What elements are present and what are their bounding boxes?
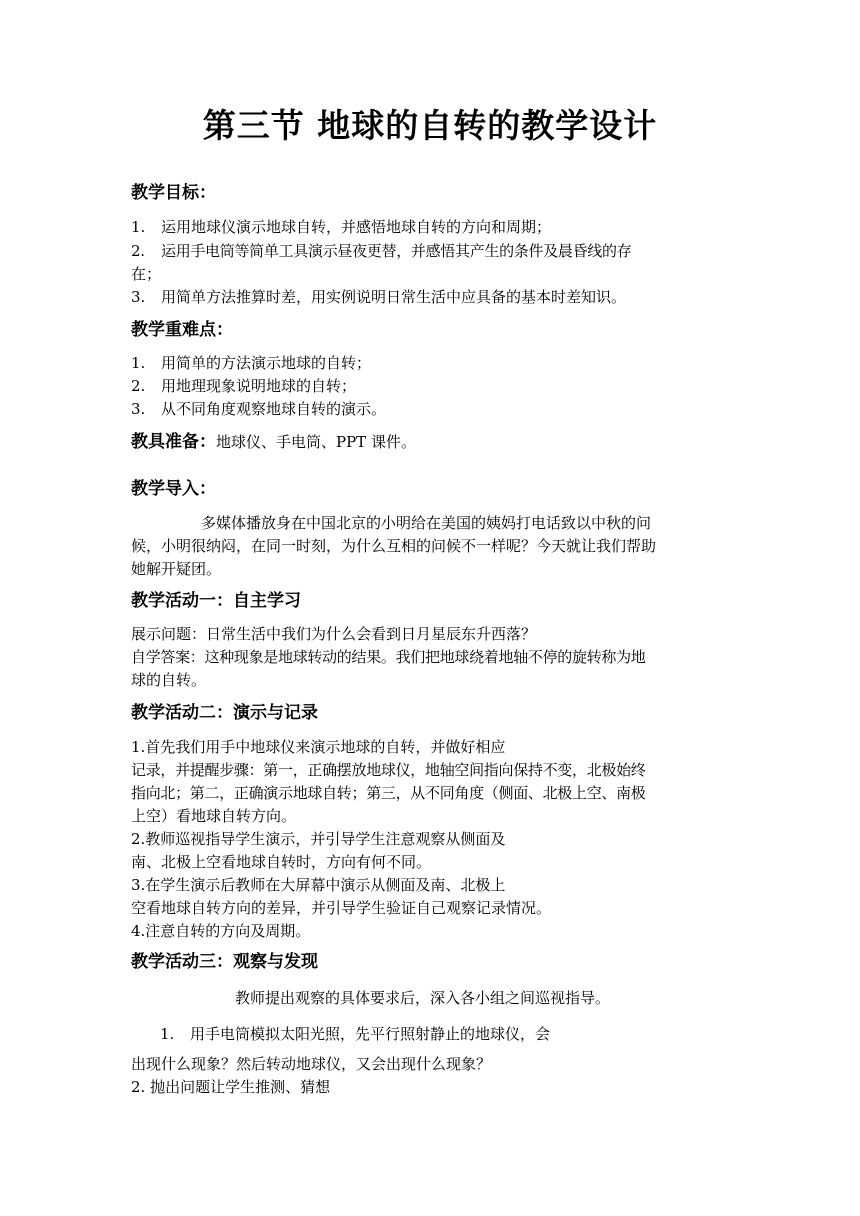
activity3-lead: 教师提出观察的具体要求后，深入各小组之间巡视指导。 [235,989,611,1007]
activity3-item-1 [160,1022,760,1046]
key-point-item-1 [131,351,731,375]
activity3-item-2: 2. 抛出问题让学生推测、猜想 [131,1078,331,1096]
activity2-line-1: 1.首先我们用手中地球仪来演示地球的自转，并做好相应 [131,738,506,756]
list-number: 2. [131,242,145,260]
activity2-heading: 教学活动二：演示与记录 [131,703,318,723]
objective-item-2-continued: 在； [131,265,162,283]
key-point-item-2 [131,374,731,398]
activity2-line-4: 上空）看地球自转方向。 [131,807,297,825]
activity1-line-2: 自学答案：这种现象是地球转动的结果。我们把地球绕着地轴不停的旋转称为地 [131,648,646,666]
activity1-line-3: 球的自转。 [131,671,207,689]
list-number: 2. [131,377,146,395]
objective-item-3 [131,285,731,309]
page-title: 第三节 地球的自转的教学设计 [202,106,658,145]
key-points-heading: 教学重难点： [131,320,233,340]
intro-line-3: 她解开疑团。 [131,560,222,578]
activity1-line-1: 展示问题：日常生活中我们为什么会看到日月星辰东升西落？ [131,625,537,643]
list-text: 用地理现象说明地球的自转； [161,377,357,395]
activity2-line-5: 2.教师巡视指导学生演示，并引导学生注意观察从侧面及 [131,830,506,848]
objective-item-2 [131,239,731,263]
activity1-heading: 教学活动一：自主学习 [131,591,301,611]
tools-text: 地球仪、手电筒、PPT 课件。 [216,433,416,451]
activity3-item-1-continued: 出现什么现象？然后转动地球仪，又会出现什么现象？ [131,1055,492,1073]
activity2-line-9: 4.注意自转的方向及周期。 [131,922,311,940]
tools-line [131,430,731,454]
list-text: 用简单方法推算时差，用实例说明日常生活中应具备的基本时差知识。 [161,288,627,306]
list-number: 1. [131,354,146,372]
list-text: 用简单的方法演示地球的自转； [161,354,372,372]
key-point-item-3 [131,397,731,421]
intro-line-1: 多媒体播放身在中国北京的小明给在美国的姨妈打电话致以中秋的问 [201,514,652,532]
intro-heading: 教学导入： [131,479,216,499]
activity3-heading: 教学活动三：观察与发现 [131,952,318,972]
list-text: 运用地球仪演示地球自转，并感悟地球自转的方向和周期； [161,218,552,236]
list-text: 从不同角度观察地球自转的演示。 [161,400,387,418]
activity2-line-6: 南、北极上空看地球自转时，方向有何不同。 [131,853,432,871]
activity2-line-8: 空看地球自转方向的差异，并引导学生验证自己观察记录情况。 [131,899,552,917]
list-number: 3. [131,400,146,418]
activity2-line-3: 指向北；第二，正确演示地球自转；第三，从不同角度（侧面、北极上空、南极 [131,784,646,802]
list-text: 运用手电筒等简单工具演示昼夜更替，并感悟其产生的条件及晨昏线的存 [161,242,632,260]
activity2-line-7: 3.在学生演示后教师在大屏幕中演示从侧面及南、北极上 [131,876,506,894]
list-number: 1. [131,218,146,236]
tools-label: 教具准备： [131,432,216,452]
list-text: 用手电筒模拟太阳光照，先平行照射静止的地球仪，会 [190,1025,551,1043]
list-number: 3. [131,288,146,306]
list-number: 1. [160,1025,175,1043]
objective-item-1 [131,215,731,239]
objectives-heading: 教学目标： [131,183,216,203]
intro-line-2: 候，小明很纳闷，在同一时刻，为什么互相的问候不一样呢？今天就让我们帮助 [131,537,657,555]
activity2-line-2: 记录，并提醒步骤：第一，正确摆放地球仪，地轴空间指向保持不变，北极始终 [131,761,646,779]
